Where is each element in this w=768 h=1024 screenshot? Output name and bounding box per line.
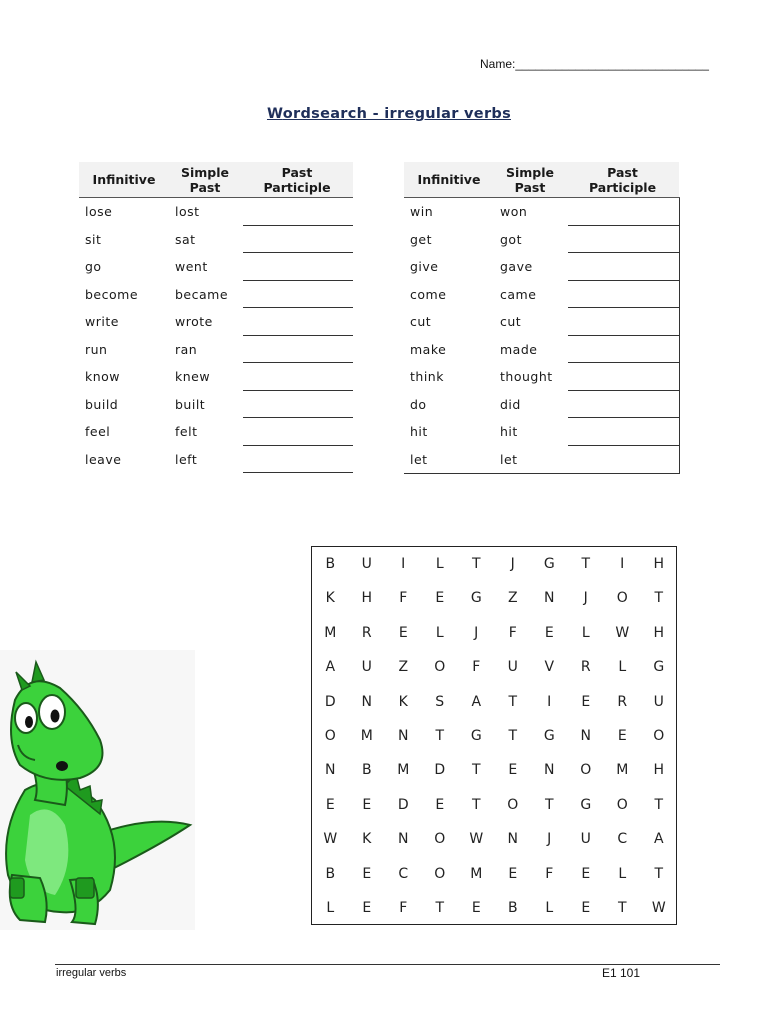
wordsearch-letter[interactable]: E: [471, 900, 481, 916]
simple-past-cell: gave: [500, 259, 533, 275]
footer-divider: [55, 964, 720, 965]
simple-past-cell: won: [500, 204, 528, 220]
wordsearch-letter[interactable]: T: [435, 900, 445, 916]
wordsearch-letter[interactable]: I: [401, 556, 406, 572]
verb-row: [79, 391, 353, 419]
wordsearch-letter[interactable]: R: [580, 659, 591, 676]
simple-past-cell: sat: [175, 231, 196, 247]
wordsearch-letter[interactable]: E: [508, 762, 518, 779]
wordsearch-letter[interactable]: I: [620, 556, 625, 572]
past-participle-blank[interactable]: [241, 446, 353, 474]
verb-row: [79, 446, 353, 474]
wordsearch-letter[interactable]: O: [434, 865, 446, 882]
verb-row: [404, 226, 679, 254]
wordsearch-letter[interactable]: J: [547, 831, 552, 848]
verb-table-right: [404, 162, 680, 474]
header-simple-past: Simple Past: [494, 162, 566, 198]
past-participle-blank[interactable]: [566, 418, 679, 446]
past-participle-blank[interactable]: [241, 336, 353, 364]
infinitive-cell: let: [404, 446, 494, 474]
wordsearch-letter[interactable]: E: [435, 590, 445, 607]
past-participle-blank[interactable]: [566, 391, 679, 419]
past-participle-blank[interactable]: [566, 308, 679, 336]
wordsearch-letter[interactable]: B: [325, 556, 336, 572]
infinitive-cell: think: [410, 369, 444, 385]
infinitive-cell: make: [410, 341, 447, 357]
wordsearch-letter[interactable]: E: [508, 865, 518, 882]
past-participle-blank[interactable]: [566, 281, 679, 309]
verb-row: [79, 281, 353, 309]
wordsearch-letter[interactable]: E: [362, 900, 372, 916]
wordsearch-letter[interactable]: O: [324, 728, 336, 744]
simple-past-cell: made: [500, 341, 538, 357]
simple-past-cell: cut: [500, 314, 522, 330]
wordsearch-letter[interactable]: B: [507, 900, 518, 916]
infinitive-cell: write: [85, 314, 119, 330]
name-field: [480, 57, 709, 71]
wordsearch-letter[interactable]: M: [360, 728, 373, 744]
wordsearch-letter[interactable]: J: [510, 556, 515, 572]
wordsearch-letter[interactable]: B: [325, 865, 336, 882]
verb-row: [79, 226, 353, 254]
wordsearch-letter[interactable]: C: [617, 831, 628, 848]
wordsearch-letter[interactable]: N: [580, 728, 591, 744]
header-past-participle: Past Participle: [566, 162, 679, 198]
wordsearch-letter[interactable]: T: [508, 728, 518, 744]
verb-row: [404, 446, 679, 474]
past-participle-blank[interactable]: [241, 281, 353, 309]
past-participle-blank[interactable]: [241, 226, 353, 254]
wordsearch-letter[interactable]: F: [399, 590, 408, 607]
infinitive-cell: get: [410, 231, 433, 247]
verb-row: [79, 418, 353, 446]
infinitive-cell: know: [85, 369, 121, 385]
simple-past-cell: left: [175, 451, 198, 467]
infinitive-cell: cut: [410, 314, 432, 330]
wordsearch-letter[interactable]: A: [653, 831, 664, 848]
simple-past-cell: let: [494, 446, 566, 474]
answer-line: [243, 472, 353, 473]
wordsearch-letter[interactable]: F: [399, 900, 408, 916]
simple-past-cell: knew: [175, 369, 211, 385]
wordsearch-letter[interactable]: L: [545, 900, 554, 916]
wordsearch-letter[interactable]: M: [397, 762, 410, 779]
wordsearch-letter[interactable]: L: [581, 624, 590, 641]
header-infinitive: Infinitive: [404, 162, 494, 198]
wordsearch-letter[interactable]: T: [581, 556, 591, 572]
wordsearch-letter[interactable]: E: [581, 693, 591, 710]
wordsearch-letter[interactable]: O: [616, 796, 628, 813]
wordsearch-letter[interactable]: I: [547, 693, 552, 710]
wordsearch-letter[interactable]: U: [580, 831, 591, 848]
wordsearch-letter[interactable]: Z: [398, 659, 409, 676]
simple-past-cell: felt: [175, 424, 198, 440]
infinitive-cell: lose: [85, 204, 113, 220]
wordsearch-letter[interactable]: G: [470, 728, 482, 744]
infinitive-cell: do: [410, 396, 427, 412]
wordsearch-letter[interactable]: K: [325, 590, 335, 607]
verb-row: [404, 308, 679, 336]
wordsearch-letter[interactable]: F: [472, 659, 481, 676]
wordsearch-letter[interactable]: G: [653, 659, 665, 676]
wordsearch-letter[interactable]: T: [617, 900, 627, 916]
simple-past-cell: got: [500, 231, 522, 247]
wordsearch-letter[interactable]: E: [581, 865, 591, 882]
verb-row: [404, 363, 679, 391]
dinosaur-illustration: [0, 650, 195, 930]
wordsearch-letter[interactable]: D: [324, 693, 336, 710]
wordsearch-letter[interactable]: O: [434, 831, 446, 848]
simple-past-cell: lost: [175, 204, 200, 220]
past-participle-blank[interactable]: [566, 198, 679, 226]
wordsearch-letter[interactable]: T: [654, 796, 664, 813]
verb-table-left: [79, 162, 353, 473]
wordsearch-letter[interactable]: C: [398, 865, 409, 882]
wordsearch-letter[interactable]: T: [544, 796, 554, 813]
wordsearch-letter[interactable]: N: [544, 762, 555, 779]
name-blank: _____________________________: [515, 57, 709, 71]
footer-left-text: irregular verbs: [56, 967, 127, 979]
wordsearch-letter[interactable]: W: [615, 624, 630, 641]
wordsearch-letter[interactable]: M: [324, 624, 337, 641]
infinitive-cell: sit: [85, 231, 102, 247]
wordsearch-letter[interactable]: E: [581, 900, 591, 916]
wordsearch-letter[interactable]: D: [397, 796, 409, 813]
wordsearch-letter[interactable]: T: [471, 556, 481, 572]
simple-past-cell: ran: [175, 341, 198, 357]
infinitive-cell: hit: [410, 424, 428, 440]
wordsearch-letter[interactable]: G: [543, 556, 555, 572]
wordsearch-letter[interactable]: U: [507, 659, 518, 676]
infinitive-cell: run: [85, 341, 108, 357]
wordsearch-letter[interactable]: L: [435, 556, 444, 572]
verb-row: [79, 363, 353, 391]
wordsearch-letter[interactable]: K: [362, 831, 372, 848]
past-participle-blank[interactable]: [566, 363, 679, 391]
verb-row: [79, 198, 353, 226]
wordsearch-letter[interactable]: T: [471, 762, 481, 779]
wordsearch-letter[interactable]: L: [618, 865, 627, 882]
title-first-letter: W: [266, 106, 283, 122]
wordsearch-letter[interactable]: T: [654, 865, 664, 882]
wordsearch-letter[interactable]: W: [651, 900, 666, 916]
wordsearch-letter[interactable]: T: [508, 693, 518, 710]
wordsearch-letter[interactable]: E: [617, 728, 627, 744]
verb-row: [404, 336, 679, 364]
wordsearch-letter[interactable]: H: [653, 556, 665, 572]
wordsearch-letter[interactable]: N: [544, 590, 555, 607]
wordsearch-letter[interactable]: H: [653, 762, 665, 779]
wordsearch-letter[interactable]: O: [580, 762, 592, 779]
wordsearch-letter[interactable]: U: [361, 556, 372, 572]
simple-past-cell: went: [175, 259, 208, 275]
wordsearch-letter[interactable]: J: [474, 624, 479, 641]
wordsearch-letter[interactable]: F: [545, 865, 554, 882]
header-simple-past: Simple Past: [169, 162, 241, 198]
page-title: [0, 106, 768, 122]
wordsearch-letter[interactable]: E: [398, 624, 408, 641]
wordsearch-letter[interactable]: D: [434, 762, 446, 779]
wordsearch-letter[interactable]: A: [325, 659, 336, 676]
wordsearch-letter[interactable]: T: [471, 796, 481, 813]
past-participle-blank[interactable]: [241, 308, 353, 336]
past-participle-blank[interactable]: [241, 363, 353, 391]
wordsearch-letter[interactable]: O: [507, 796, 519, 813]
past-participle-blank[interactable]: [241, 253, 353, 281]
simple-past-cell: came: [500, 286, 537, 302]
wordsearch-letter[interactable]: H: [653, 624, 665, 641]
wordsearch-letter[interactable]: L: [618, 659, 627, 676]
wordsearch-letter[interactable]: O: [434, 659, 446, 676]
footer-page-code: E1 101: [602, 966, 641, 980]
wordsearch-letter[interactable]: E: [362, 865, 372, 882]
wordsearch-letter[interactable]: A: [471, 693, 482, 710]
wordsearch-letter[interactable]: E: [435, 796, 445, 813]
wordsearch-letter[interactable]: H: [361, 590, 373, 607]
past-participle-blank[interactable]: [241, 391, 353, 419]
wordsearch-letter[interactable]: K: [398, 693, 408, 710]
wordsearch-letter[interactable]: U: [361, 659, 372, 676]
simple-past-cell: wrote: [175, 314, 213, 330]
wordsearch-letter[interactable]: V: [544, 659, 555, 676]
verb-row: [404, 253, 679, 281]
name-label: Name:: [480, 57, 516, 71]
wordsearch-letter[interactable]: E: [325, 796, 335, 813]
title-rest: ordsearch - irregular verbs: [282, 106, 511, 122]
infinitive-cell: leave: [85, 451, 122, 467]
past-participle-blank[interactable]: [566, 336, 679, 364]
wordsearch-letter[interactable]: N: [507, 831, 518, 848]
wordsearch-grid: [311, 546, 677, 925]
wordsearch-letter[interactable]: G: [470, 590, 482, 607]
simple-past-cell: hit: [500, 424, 518, 440]
simple-past-cell: became: [175, 286, 229, 302]
verb-row: [404, 281, 679, 309]
wordsearch-letter[interactable]: M: [470, 865, 483, 882]
infinitive-cell: build: [85, 396, 119, 412]
past-participle-blank[interactable]: [241, 198, 353, 226]
wordsearch-letter[interactable]: U: [653, 693, 664, 710]
simple-past-cell: thought: [500, 369, 553, 385]
past-participle-blank[interactable]: [566, 253, 679, 281]
wordsearch-letter[interactable]: Z: [507, 590, 518, 607]
infinitive-cell: become: [85, 286, 139, 302]
wordsearch-letter[interactable]: G: [580, 796, 592, 813]
wordsearch-letter[interactable]: B: [361, 762, 372, 779]
wordsearch-letter[interactable]: W: [323, 831, 338, 848]
wordsearch-letter[interactable]: O: [653, 728, 665, 744]
wordsearch-letter[interactable]: T: [654, 590, 664, 607]
verb-row: [404, 198, 679, 226]
wordsearch-letter[interactable]: W: [469, 831, 484, 848]
wordsearch-letter[interactable]: N: [325, 762, 336, 779]
infinitive-cell: give: [410, 259, 439, 275]
simple-past-cell: built: [175, 396, 206, 412]
wordsearch-letter[interactable]: L: [435, 624, 444, 641]
wordsearch-letter[interactable]: N: [398, 831, 409, 848]
wordsearch-letter[interactable]: J: [583, 590, 588, 607]
wordsearch-letter[interactable]: G: [543, 728, 555, 744]
infinitive-cell: go: [85, 259, 102, 275]
header-infinitive: Infinitive: [79, 162, 169, 198]
wordsearch-letter[interactable]: E: [544, 624, 554, 641]
wordsearch-letter[interactable]: T: [435, 728, 445, 744]
verb-row: [404, 391, 679, 419]
wordsearch-letter[interactable]: R: [617, 693, 628, 710]
verb-row: [79, 308, 353, 336]
past-participle-blank[interactable]: [566, 226, 679, 254]
infinitive-cell: win: [410, 204, 434, 220]
wordsearch-letter[interactable]: O: [616, 590, 628, 607]
simple-past-cell: did: [500, 396, 521, 412]
infinitive-cell: come: [410, 286, 447, 302]
verb-row: [79, 253, 353, 281]
verb-row: [79, 336, 353, 364]
past-participle-blank[interactable]: [241, 418, 353, 446]
wordsearch-letter[interactable]: N: [398, 728, 409, 744]
wordsearch-letter[interactable]: M: [616, 762, 629, 779]
wordsearch-letter[interactable]: S: [435, 693, 445, 710]
wordsearch-letter[interactable]: L: [326, 900, 335, 916]
wordsearch-letter[interactable]: F: [508, 624, 517, 641]
header-past-participle: Past Participle: [241, 162, 353, 198]
verb-row: [404, 418, 679, 446]
infinitive-cell: feel: [85, 424, 111, 440]
past-participle-blank[interactable]: [566, 446, 679, 474]
wordsearch-letter[interactable]: R: [361, 624, 372, 641]
wordsearch-letter[interactable]: N: [361, 693, 372, 710]
wordsearch-letter[interactable]: E: [362, 796, 372, 813]
